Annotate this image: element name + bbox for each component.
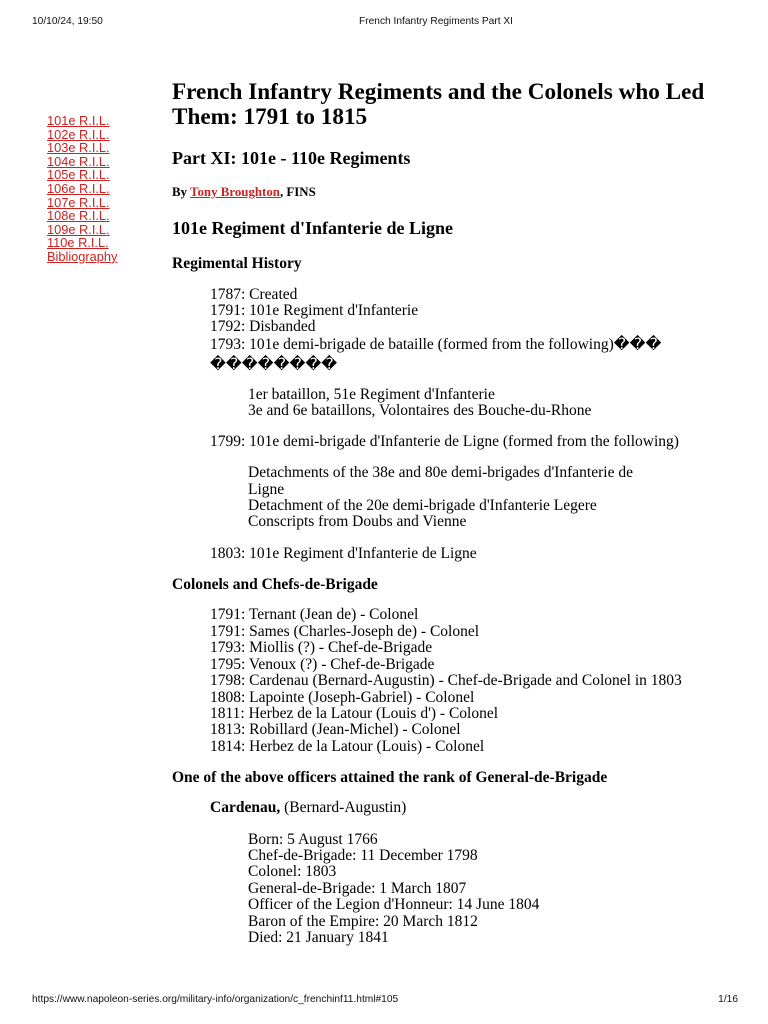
colonels-heading: Colonels and Chefs-de-Brigade [172, 576, 378, 593]
byline-prefix: By [172, 185, 188, 199]
sidebar-link-104e[interactable]: 104e R.I.L. [47, 153, 110, 169]
career-entry: Officer of the Legion d'Honneur: 14 June 1804 [248, 896, 540, 913]
generals-heading: One of the above officers attained the rank of General-de-Brigade [172, 769, 608, 786]
sidebar-link-110e[interactable]: 110e R.I.L. [47, 235, 109, 251]
part-heading: Part XI: 101e - 110e Regiments [172, 148, 411, 168]
career-entry: Died: 21 January 1841 [248, 929, 389, 946]
sidebar-link-105e[interactable]: 105e R.I.L. [47, 167, 110, 183]
colonel-entry: 1814: Herbez de la Latour (Louis) - Colonel [210, 738, 485, 755]
history-entry: 1787: Created [210, 286, 298, 303]
author-link[interactable]: Tony Broughton [190, 185, 280, 199]
byline-suffix: , FINS [279, 185, 316, 199]
history-heading: Regimental History [172, 255, 302, 272]
sidebar-link-109e[interactable]: 109e R.I.L. [47, 221, 110, 237]
print-datetime: 10/10/24, 19:50 [32, 16, 103, 27]
history-component: Conscripts from Doubs and Vienne [248, 513, 467, 530]
career-entry: Colonel: 1803 [248, 863, 337, 880]
sidebar-link-106e[interactable]: 106e R.I.L. [47, 180, 110, 196]
colonel-entry: 1811: Herbez de la Latour (Louis d') - Colonel [210, 705, 499, 722]
career-entry: Born: 5 August 1766 [248, 831, 378, 848]
history-component: 3e and 6e bataillons, Volontaires des Bouche-du-Rhone [248, 402, 592, 419]
sidebar-link-108e[interactable]: 108e R.I.L. [47, 208, 110, 224]
byline [172, 185, 316, 200]
history-entry: 1799: 101e demi-brigade d'Infanterie de Ligne (formed from the following) [210, 433, 679, 450]
career-entry: General-de-Brigade: 1 March 1807 [248, 880, 467, 897]
article-title: French Infantry Regiments and the Colonels who Led Them: 1791 to 1815 [172, 79, 705, 130]
colonel-entry: 1813: Robillard (Jean-Michel) - Colonel [210, 721, 461, 738]
colonel-entry: 1791: Sames (Charles-Joseph de) - Colonel [210, 623, 480, 640]
sidebar-link-103e[interactable]: 103e R.I.L. [47, 140, 110, 156]
colonel-entry: 1793: Miollis (?) - Chef-de-Brigade [210, 639, 433, 656]
colonel-entry: 1808: Lapointe (Joseph-Gabriel) - Colonel [210, 689, 475, 706]
career-entry: Baron of the Empire: 20 March 1812 [248, 913, 478, 930]
colonel-entry: 1795: Venoux (?) - Chef-de-Brigade [210, 656, 435, 673]
print-page-number: 1/16 [718, 994, 738, 1005]
sidebar-link-101e[interactable]: 101e R.I.L. [47, 113, 110, 128]
history-entry: 1792: Disbanded [210, 318, 316, 335]
colonel-entry: 1798: Cardenau (Bernard-Augustin) - Chef-de-Brigade and Colonel in 1803 [210, 672, 682, 689]
officer-line [210, 799, 406, 816]
career-entry: Chef-de-Brigade: 11 December 1798 [248, 847, 478, 864]
history-component: Detachments of the 38e and 80e demi-brigades d'Infanterie de Ligne [248, 464, 633, 498]
officer-given-names: (Bernard-Augustin) [284, 799, 407, 816]
sidebar-link-102e[interactable]: 102e R.I.L. [47, 126, 110, 142]
sidebar-link-bibliography[interactable]: Bibliography [47, 248, 118, 264]
history-component: 1er bataillon, 51e Regiment d'Infanterie [248, 386, 495, 403]
sidebar-link-107e[interactable]: 107e R.I.L. [47, 194, 110, 210]
print-document-title: French Infantry Regiments Part XI [359, 16, 514, 27]
sidebar-nav [47, 114, 117, 264]
history-component: Detachment of the 20e demi-brigade d'Infanterie Legere [248, 497, 597, 514]
history-entry: 1791: 101e Regiment d'Infanterie [210, 302, 419, 319]
regiment-heading: 101e Regiment d'Infanterie de Ligne [172, 218, 453, 238]
history-entry: 1793: 101e demi-brigade de bataille (formed from the following)��� �������� [210, 336, 662, 373]
history-entry: 1803: 101e Regiment d'Infanterie de Ligne [210, 545, 477, 562]
print-url: https://www.napoleon-series.org/military-info/organization/c_frenchinf11.html#105 [32, 994, 399, 1005]
colonel-entry: 1791: Ternant (Jean de) - Colonel [210, 606, 419, 623]
officer-surname: Cardenau, [210, 799, 281, 816]
